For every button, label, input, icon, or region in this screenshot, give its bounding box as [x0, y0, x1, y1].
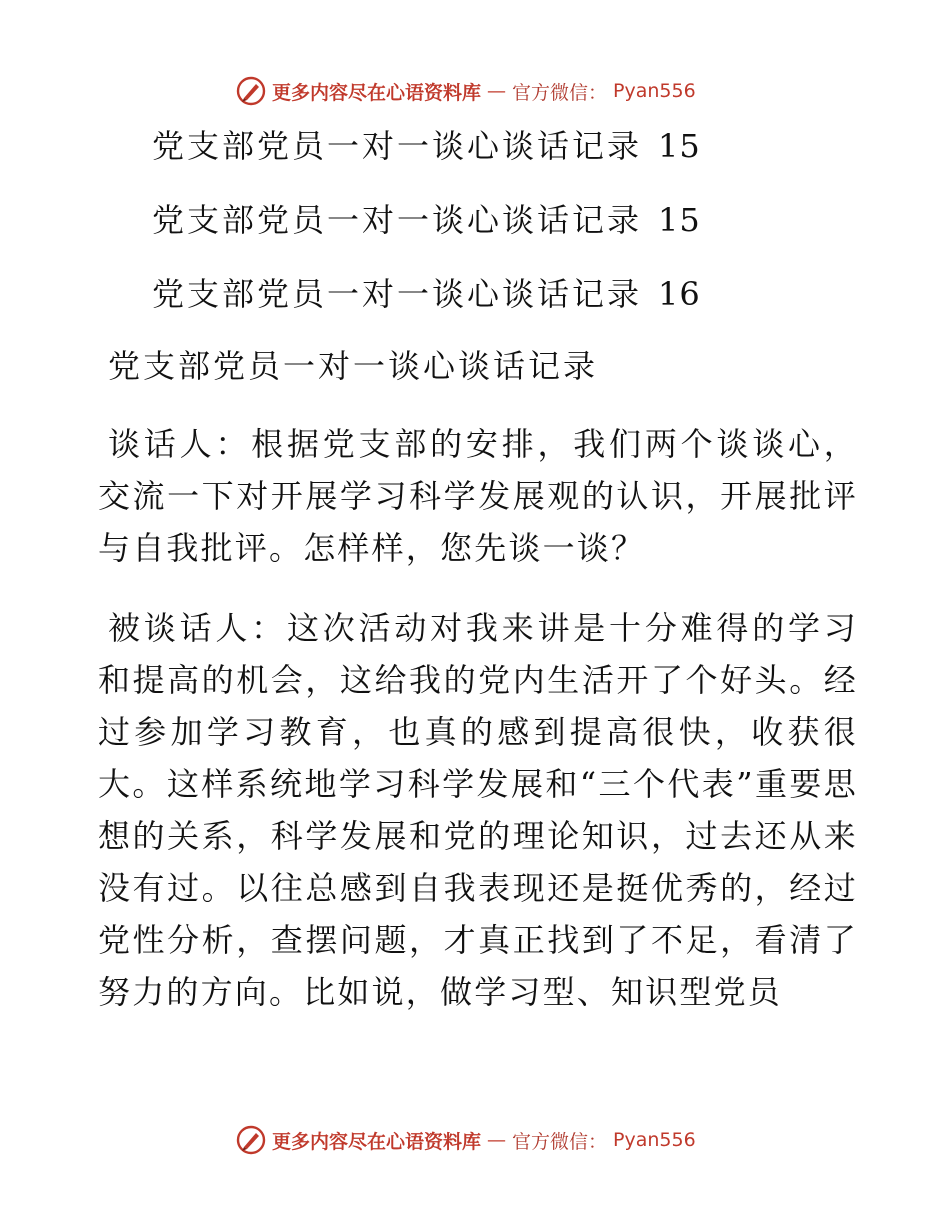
- watermark-header: [236, 74, 696, 108]
- watermark-dash: —: [487, 80, 507, 102]
- paragraph-interviewer: 谈话人：根据党支部的安排，我们两个谈谈心，交流一下对开展学习科学发展观的认识，开展批评与自我批评。怎样样，您先谈一谈？: [98, 425, 858, 567]
- watermark-text: 更多内容尽在心语资料库: [272, 1130, 482, 1153]
- document-heading: 党支部党员一对一谈心谈话记录: [108, 347, 599, 385]
- toc-entry-page: 15: [658, 201, 701, 239]
- pen-logo-icon: [236, 76, 266, 106]
- toc-entry-title: 党支部党员一对一谈心谈话记录: [152, 127, 643, 165]
- pen-logo-icon: [236, 1125, 266, 1155]
- watermark-id: Pyan556: [613, 1129, 696, 1151]
- watermark-dash: —: [487, 1129, 507, 1151]
- toc-entry: [152, 200, 701, 240]
- toc-entry-title: 党支部党员一对一谈心谈话记录: [152, 275, 643, 313]
- watermark-footer: [236, 1123, 696, 1157]
- toc-entry-page: 16: [658, 275, 701, 313]
- watermark-label: 官方微信：: [512, 1130, 608, 1153]
- toc-entry: [152, 274, 701, 314]
- watermark-id: Pyan556: [613, 80, 696, 102]
- paragraph-interviewee: 被谈话人：这次活动对我来讲是十分难得的学习和提高的机会，这给我的党内生活开了个好头。经过参加学习教育，也真的感到提高很快，收获很大。这样系统地学习科学发展和“三个代表”重要思想的关系，科学发展和党的理论知识，过去还从来没有过。以往总感到自我表现还是挺优秀的，经过党性分析，查摆问题，才真正找到了不足，看清了努力的方向。比如说，做学习型、知识型党员: [98, 609, 858, 1011]
- watermark-text: 更多内容尽在心语资料库: [272, 81, 482, 104]
- toc-entry-page: 15: [658, 127, 701, 165]
- toc-entry: [152, 126, 701, 166]
- watermark-label: 官方微信：: [512, 81, 608, 104]
- toc-entry-title: 党支部党员一对一谈心谈话记录: [152, 201, 643, 239]
